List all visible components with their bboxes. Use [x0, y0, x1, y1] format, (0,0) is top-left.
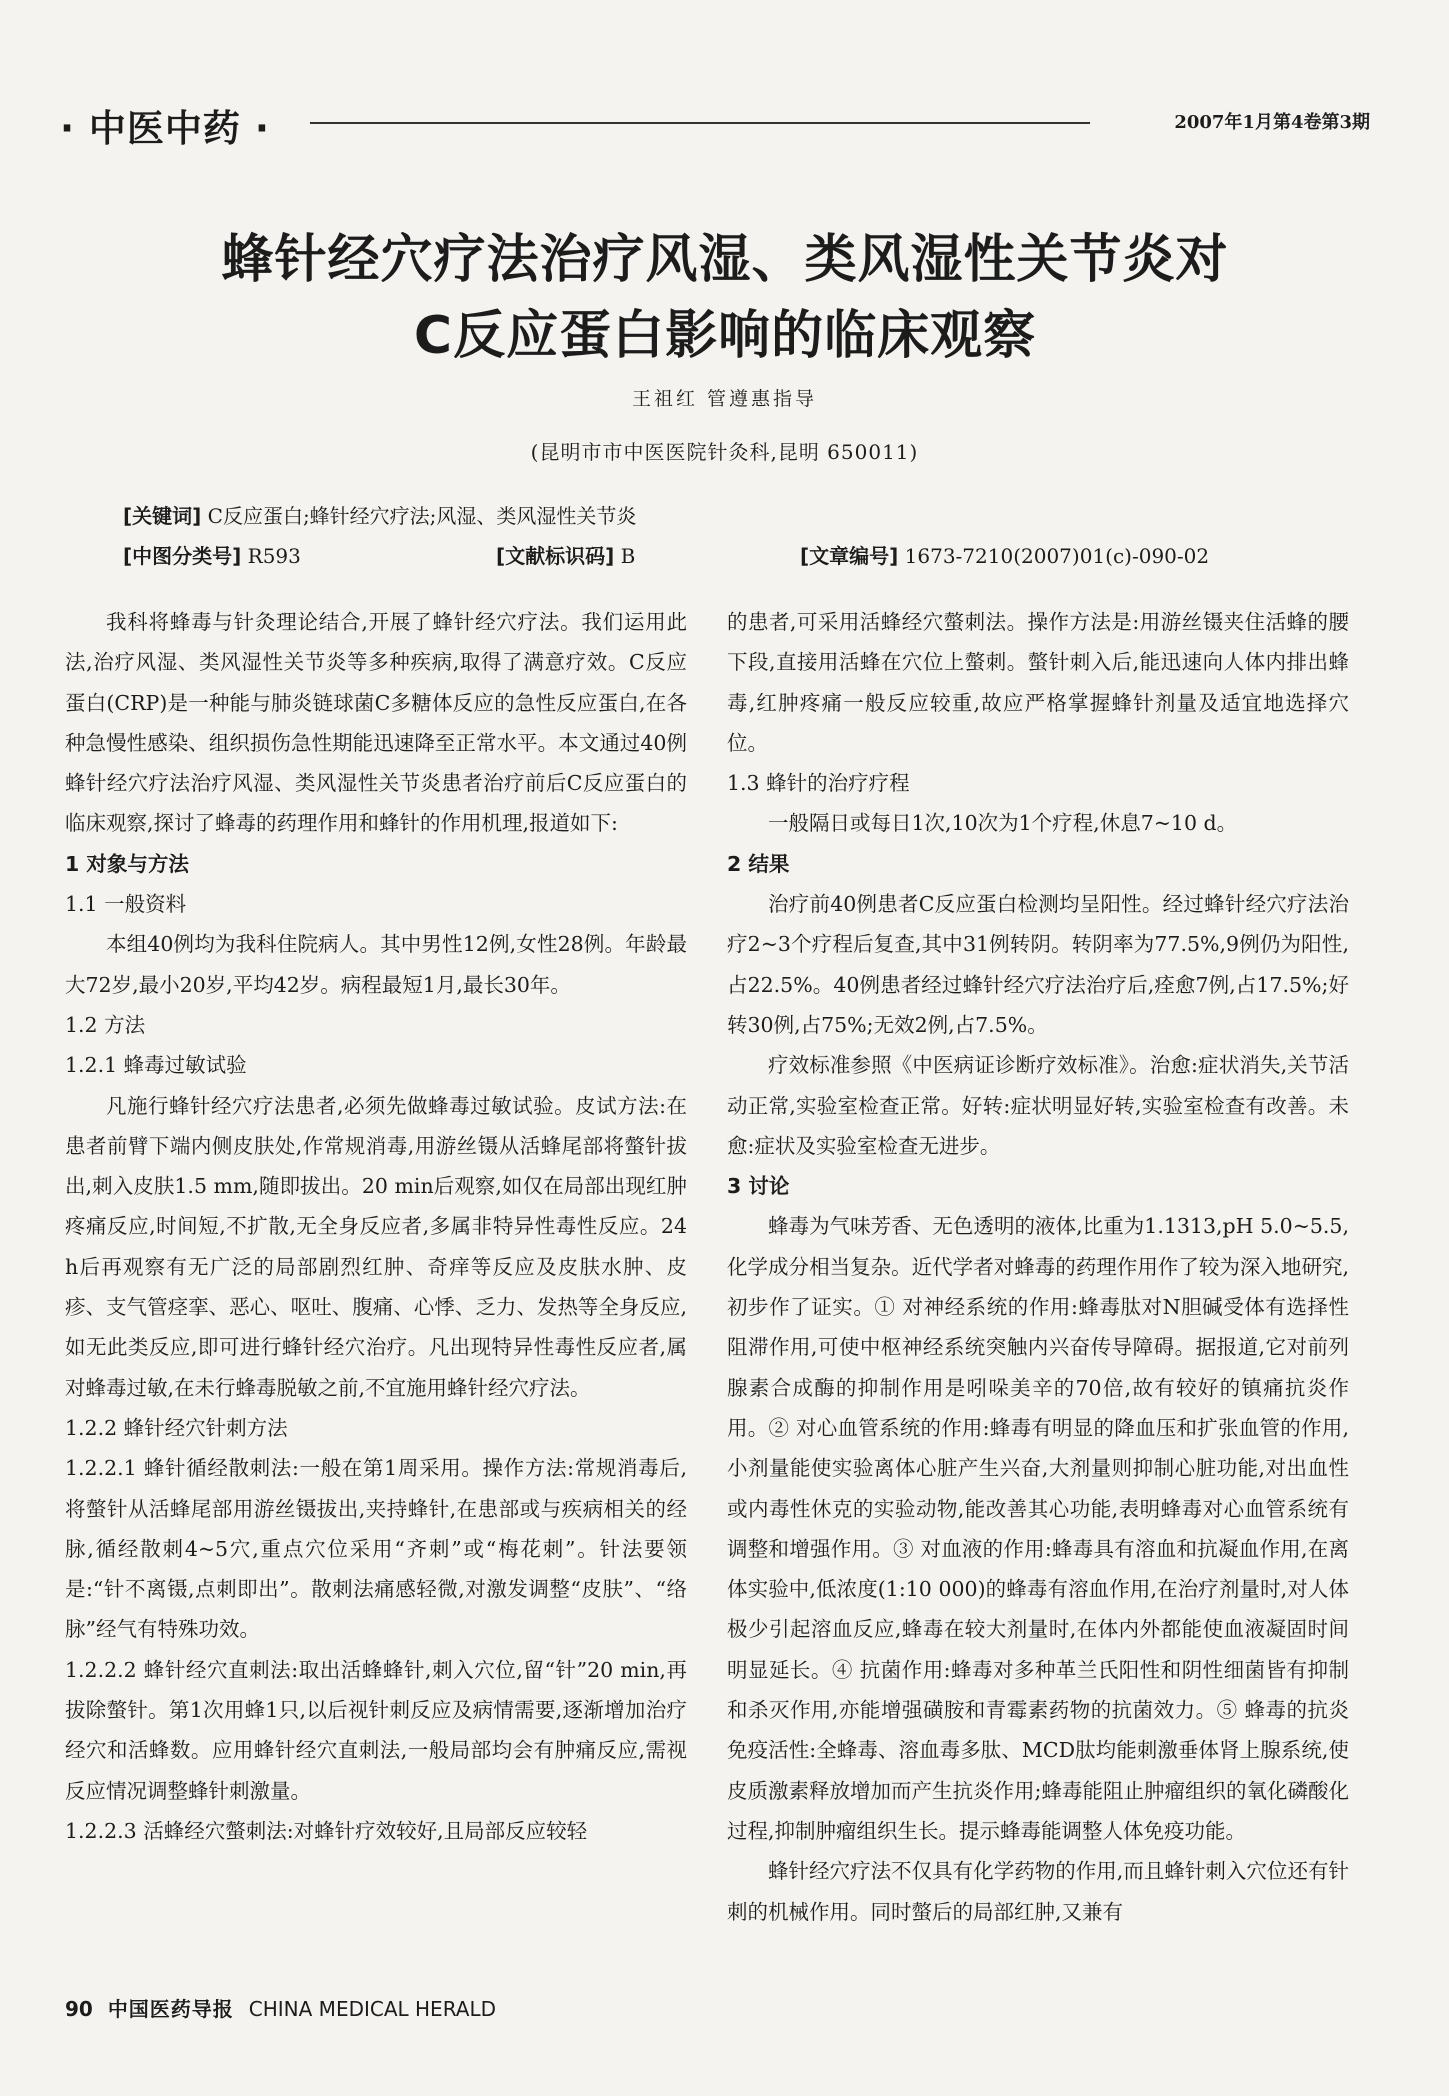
article-title — [80, 222, 1370, 374]
paragraph-3-2: 蜂针经穴疗法不仅具有化学药物的作用,而且蜂针刺入穴位还有针刺的机械作用。同时螫后的局部红肿,又兼有 — [727, 1859, 1349, 1924]
doc-label: [文献标识码] — [496, 544, 615, 568]
right-column — [727, 602, 1349, 1932]
journal-name-en: CHINA MEDICAL HERALD — [248, 1997, 497, 2021]
clc-label: [中图分类号] — [123, 544, 242, 568]
keywords-label: [关键词] — [123, 504, 202, 528]
running-header — [40, 94, 1390, 154]
clc-value: R593 — [247, 544, 301, 568]
intro-paragraph: 我科将蜂毒与针灸理论结合,开展了蜂针经穴疗法。我们运用此法,治疗风湿、类风湿性关节炎等多种疾病,取得了满意疗效。C反应蛋白(CRP)是一种能与肺炎链球菌C多糖体反应的急性反应蛋白,在各种急慢性感染、组织损伤急性期能迅速降至正常水平。本文通过40例蜂针经穴疗法治疗风湿、类风湿性关节炎患者治疗前后C反应蛋白的临床观察,探讨了蜂毒的药理作用和蜂针的作用机理,报道如下: — [65, 610, 687, 836]
subsection-heading-1-1: 1.1 一般资料 — [65, 892, 187, 917]
paragraph-1-3: 一般隔日或每日1次,10次为1个疗程,休息7~10 d。 — [768, 811, 1238, 836]
section-heading-1: 1 对象与方法 — [65, 851, 189, 876]
article-number-label: [文章编号] — [800, 544, 899, 568]
clc-number — [123, 540, 301, 569]
keywords — [123, 500, 636, 529]
paragraph-1-2-2-1: 1.2.2.1 蜂针循经散刺法:一般在第1周采用。操作方法:常规消毒后,将螫针从活蜂尾部用游丝镊拔出,夹持蜂针,在患部或与疾病相关的经脉,循经散刺4~5穴,重点穴位采用“齐刺”或“梅花刺”。针法要领是:“针不离镊,点刺即出”。散刺法痛感轻微,对激发调整“皮肤”、“络脉”经气有特殊功效。 — [65, 1456, 687, 1642]
page-number: 90 — [65, 1997, 93, 2021]
paragraph-1-2-1: 凡施行蜂针经穴疗法患者,必须先做蜂毒过敏试验。皮试方法:在患者前臂下端内侧皮肤处,作常规消毒,用游丝镊从活蜂尾部将螫针拔出,刺入皮肤1.5 mm,随即拔出。20 min后观察,如仅在局部出现红肿疼痛反应,时间短,不扩散,无全身反应者,多属非特异性毒性反应。24 h后再观察有无广泛的局部剧烈红肿、奇痒等反应及皮肤水肿、皮疹、支气管痉挛、恶心、呕吐、腹痛、心悸、乏力、发热等全身反应,如无此类反应,即可进行蜂针经穴治疗。凡出现特异性毒性反应者,属对蜂毒过敏,在未行蜂毒脱敏之前,不宜施用蜂针经穴疗法。 — [65, 1093, 687, 1400]
paragraph-3-1: 蜂毒为气味芳香、无色透明的液体,比重为1.1313,pH 5.0~5.5,化学成分相当复杂。近代学者对蜂毒的药理作用作了较为深入地研究,初步作了证实。① 对神经系统的作用:蜂毒肽对N胆碱受体有选择性阻滞作用,可使中枢神经系统突触内兴奋传导障碍。据报道,它对前列腺素合成酶的抑制作用是吲哚美辛的70倍,故有较好的镇痛抗炎作用。② 对心血管系统的作用:蜂毒有明显的降血压和扩张血管的作用,小剂量能使实验离体心脏产生兴奋,大剂量则抑制心脏功能,对出血性或内毒性休克的实验动物,能改善其心功能,表明蜂毒对心血管系统有调整和增强作用。③ 对血液的作用:蜂毒具有溶血和抗凝血作用,在离体实验中,低浓度(1:10 000)的蜂毒有溶血作用,在治疗剂量时,对人体极少引起溶血反应,蜂毒在较大剂量时,在体内外都能使血液凝固时间明显延长。④ 抗菌作用:蜂毒对多种革兰氏阳性和阴性细菌皆有抑制和杀灭作用,亦能增强磺胺和青霉素药物的抗菌效力。⑤ 蜂毒的抗炎免疫活性:全蜂毒、溶血毒多肽、MCD肽均能刺激垂体肾上腺系统,使皮质激素释放增加而产生抗炎作用;蜂毒能阻止肿瘤组织的氧化磷酸化过程,抑制肿瘤组织生长。提示蜂毒能调整人体免疫功能。 — [727, 1214, 1349, 1843]
subsection-heading-1-2: 1.2 方法 — [65, 1012, 146, 1037]
paragraph-2-1: 治疗前40例患者C反应蛋白检测均呈阳性。经过蜂针经穴疗法治疗2~3个疗程后复查,其中31例转阴。转阴率为77.5%,9例仍为阳性,占22.5%。40例患者经过蜂针经穴疗法治疗后,痊愈7例,占17.5%;好转30例,占75%;无效2例,占7.5%。 — [727, 892, 1349, 1037]
article-number — [800, 540, 1209, 569]
section-heading-2: 2 结果 — [727, 851, 790, 876]
header-rule — [310, 122, 1090, 124]
authors: 王祖红 管遵惠指导 — [631, 388, 818, 410]
keywords-text: C反应蛋白;蜂针经穴疗法;风湿、类风湿性关节炎 — [207, 504, 637, 528]
subsection-heading-1-2-2: 1.2.2 蜂针经穴针刺方法 — [65, 1415, 288, 1440]
affiliation: (昆明市市中医医院针灸科,昆明 650011) — [530, 440, 919, 464]
subsection-heading-1-3: 1.3 蜂针的治疗疗程 — [727, 771, 910, 796]
paragraph-2-2: 疗效标准参照《中医病证诊断疗效标准》。治愈:症状消失,关节活动正常,实验室检查正常。好转:症状明显好转,实验室检查有改善。未愈:症状及实验室检查无进步。 — [727, 1053, 1349, 1158]
article-number-value: 1673-7210(2007)01(c)-090-02 — [904, 544, 1210, 568]
issue-info: 2007年1月第4卷第3期 — [1174, 112, 1370, 133]
doc-value: B — [620, 544, 636, 568]
left-column — [65, 602, 687, 1851]
paragraph-1-2-2-2: 1.2.2.2 蜂针经穴直刺法:取出活蜂蜂针,刺入穴位,留“针”20 min,再拔除螫针。第1次用蜂1只,以后视针刺反应及病情需要,逐渐增加治疗经穴和活蜂数。应用蜂针经穴直刺法,一般局部均会有肿痛反应,需视反应情况调整蜂针刺激量。 — [65, 1657, 687, 1803]
paragraph-continued: 的患者,可采用活蜂经穴螫刺法。操作方法是:用游丝镊夹住活蜂的腰下段,直接用活蜂在穴位上螫刺。螫针刺入后,能迅速向人体内排出蜂毒,红肿疼痛一般反应较重,故应严格掌握蜂针剂量及适宜地选择穴位。 — [727, 610, 1349, 755]
page-footer — [65, 1993, 496, 2022]
subsection-heading-1-2-1: 1.2.1 蜂毒过敏试验 — [65, 1053, 247, 1078]
document-code — [496, 540, 635, 569]
paragraph-1-2-2-3: 1.2.2.3 活蜂经穴螫刺法:对蜂针疗效较好,且局部反应较轻 — [65, 1818, 588, 1843]
paragraph-1-1: 本组40例均为我科住院病人。其中男性12例,女性28例。年龄最大72岁,最小20岁,平均42岁。病程最短1月,最长30年。 — [65, 932, 687, 997]
section-heading-3: 3 讨论 — [727, 1174, 790, 1199]
title-line-1: 蜂针经穴疗法治疗风湿、类风湿性关节炎对 — [221, 230, 1229, 290]
section-label: · 中医中药 · — [60, 107, 270, 150]
title-line-2: C反应蛋白影响的临床观察 — [413, 306, 1037, 366]
journal-name-cn: 中国医药导报 — [107, 1997, 234, 2021]
